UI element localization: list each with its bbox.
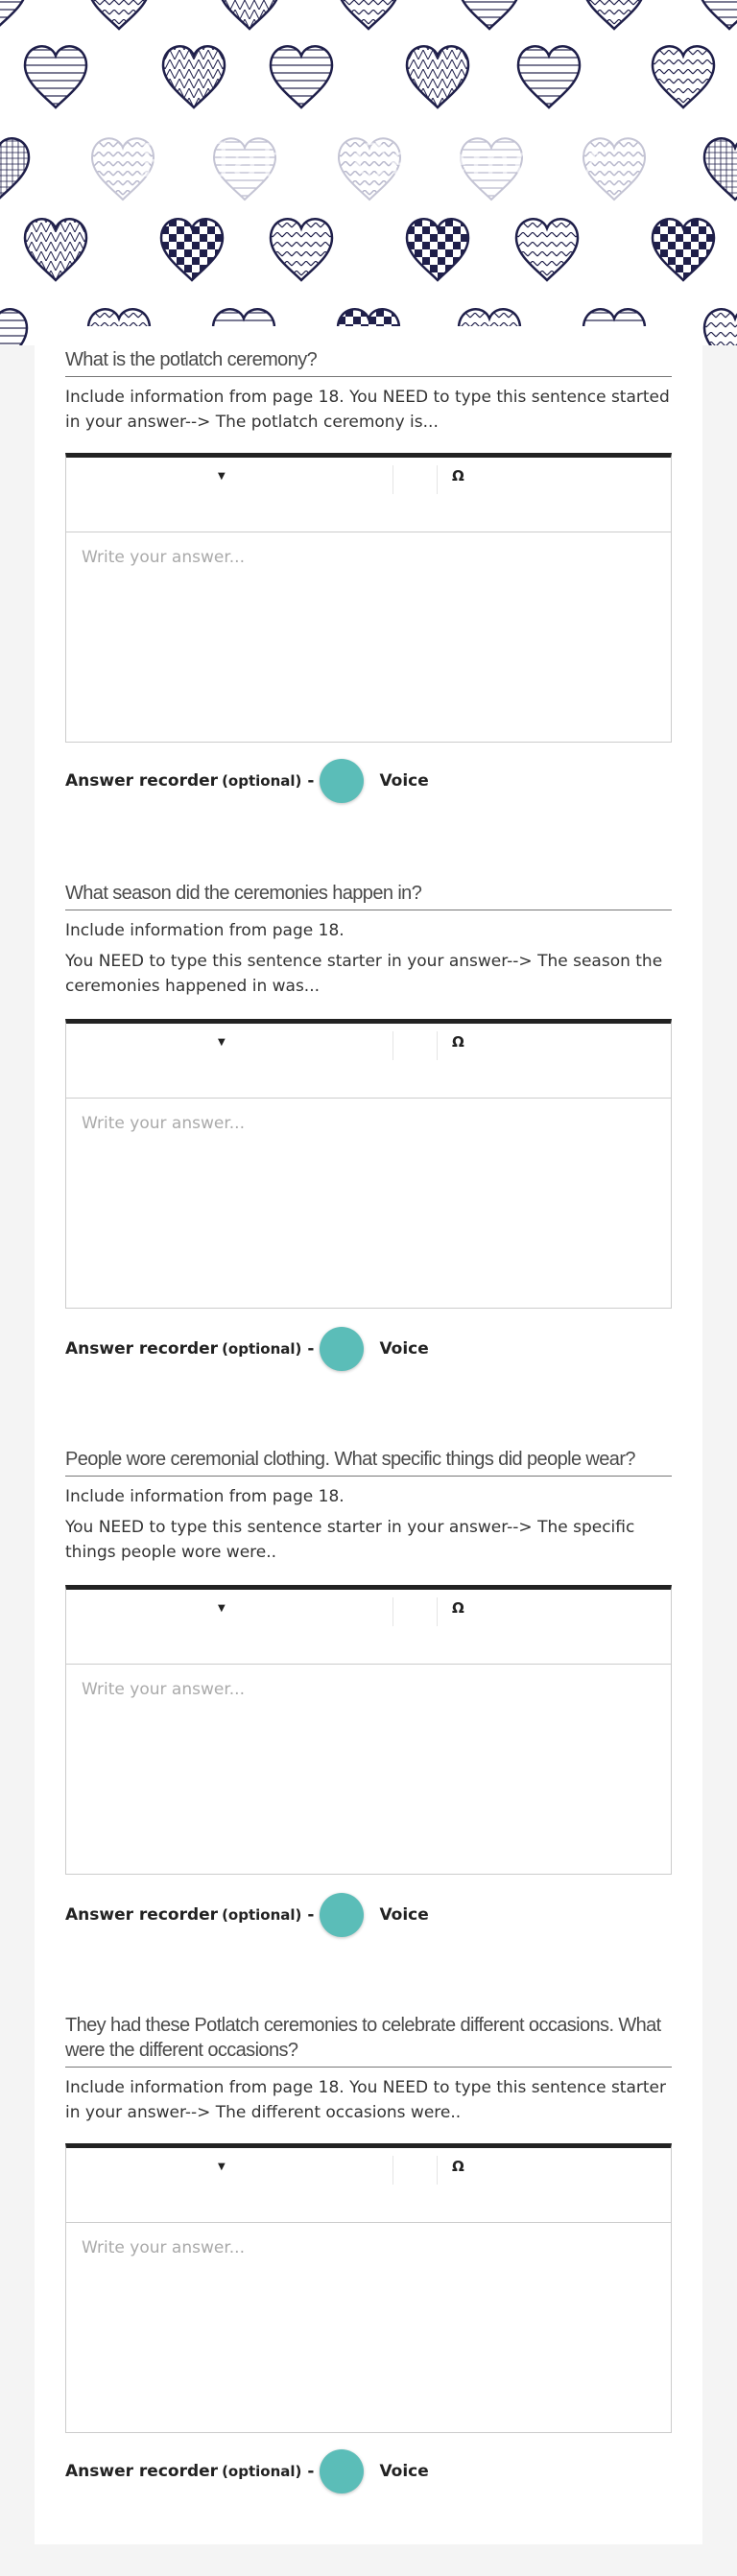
recorder-label: Answer recorder (65, 771, 219, 791)
voice-label: Voice (379, 2462, 429, 2481)
record-button[interactable] (320, 1327, 364, 1371)
answer-editor-1 (65, 453, 672, 743)
question-instructions: You NEED to type this sentence starter in your answer--> The season the ceremonies happened in was... (65, 952, 663, 996)
answer-recorder-1: Answer recorder (optional) - Voice (65, 760, 429, 802)
question-instructions: Include information from page 18. (65, 921, 345, 940)
banner-title: Potlatch Ceremony (137, 134, 600, 188)
format-dropdown-icon[interactable]: ▼ (218, 2162, 226, 2172)
question-4 (65, 2013, 672, 2125)
recorder-label: Answer recorder (65, 2462, 219, 2481)
question-2 (65, 881, 672, 999)
header-banner (0, 0, 737, 345)
recorder-label: Answer recorder (65, 1339, 219, 1359)
answer-placeholder: Write your answer... (82, 1114, 245, 1133)
answer-editor-4 (65, 2143, 672, 2433)
answer-recorder-3: Answer recorder (optional) - Voice (65, 1894, 429, 1936)
recorder-optional: (optional) (222, 1906, 302, 1924)
editor-toolbar (66, 458, 671, 532)
editor-toolbar (66, 1024, 671, 1099)
record-button[interactable] (320, 759, 364, 803)
special-character-button[interactable]: Ω (452, 1033, 464, 1051)
special-character-button[interactable]: Ω (452, 1599, 464, 1617)
recorder-optional: (optional) (222, 2463, 302, 2480)
question-3 (65, 1447, 672, 1565)
question-instructions: Include information from page 18. You NEED to type this sentence starter in your answer--> The different occasions were.. (65, 2078, 666, 2122)
question-title: What season did the ceremonies happen in? (65, 883, 422, 904)
special-character-button[interactable]: Ω (452, 467, 464, 484)
special-character-button[interactable]: Ω (452, 2158, 464, 2175)
voice-label: Voice (379, 1905, 429, 1925)
question-title: People wore ceremonial clothing. What specific things did people wear? (65, 1449, 635, 1470)
format-dropdown-icon[interactable]: ▼ (218, 471, 226, 482)
answer-placeholder: Write your answer... (82, 2238, 245, 2257)
answer-input[interactable] (66, 532, 671, 742)
answer-editor-2 (65, 1019, 672, 1309)
question-instructions: Include information from page 18. You NEED to type this sentence started in your answer--> The potlatch ceremony is... (65, 388, 670, 432)
question-title: What is the potlatch ceremony? (65, 349, 318, 370)
question-instructions: Include information from page 18. (65, 1487, 345, 1506)
record-button[interactable] (320, 1893, 364, 1937)
answer-recorder-4: Answer recorder (optional) - Voice (65, 2450, 429, 2493)
recorder-optional: (optional) (222, 772, 302, 790)
voice-label: Voice (379, 771, 429, 791)
question-instructions: You NEED to type this sentence starter in your answer--> The specific things people wore were.. (65, 1518, 635, 1562)
answer-placeholder: Write your answer... (82, 1680, 245, 1699)
voice-label: Voice (379, 1339, 429, 1359)
answer-input[interactable] (66, 2223, 671, 2432)
record-button[interactable] (320, 2449, 364, 2493)
format-dropdown-icon[interactable]: ▼ (218, 1037, 226, 1048)
question-1 (65, 347, 672, 435)
answer-input[interactable] (66, 1665, 671, 1874)
editor-toolbar (66, 1590, 671, 1665)
answer-input[interactable] (66, 1099, 671, 1308)
recorder-optional: (optional) (222, 1340, 302, 1358)
format-dropdown-icon[interactable]: ▼ (218, 1603, 226, 1614)
answer-recorder-2: Answer recorder (optional) - Voice (65, 1328, 429, 1370)
answer-placeholder: Write your answer... (82, 548, 245, 567)
editor-toolbar (66, 2148, 671, 2223)
recorder-label: Answer recorder (65, 1905, 219, 1925)
question-title: They had these Potlatch ceremonies to celebrate different occasions. What were the different occasions? (65, 2015, 661, 2061)
answer-editor-3 (65, 1585, 672, 1875)
